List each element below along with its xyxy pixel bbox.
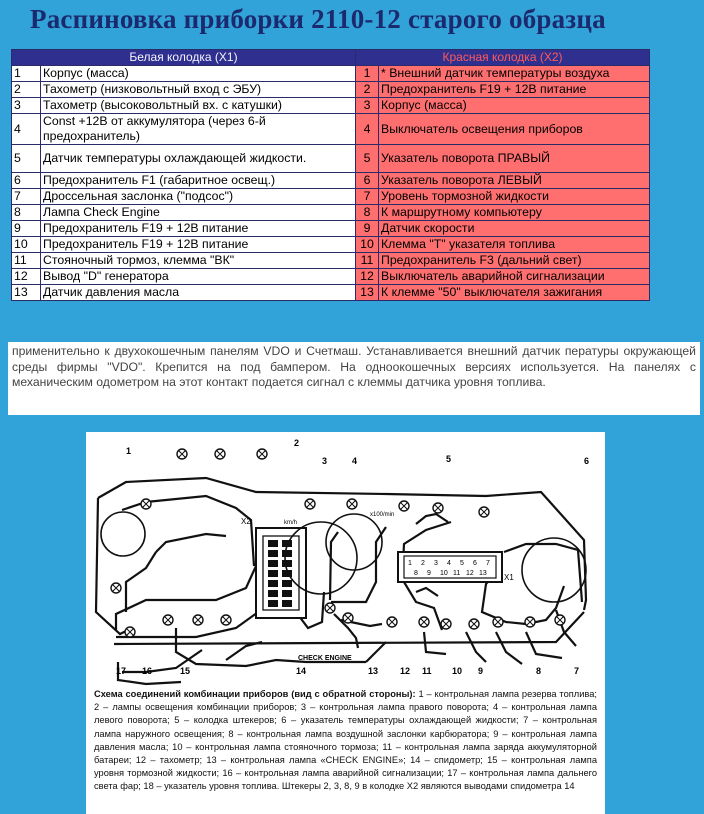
white-pin-number: 6: [12, 173, 41, 189]
white-pin-number: 10: [12, 237, 41, 253]
table-row: [12, 205, 650, 221]
x2-pin: [268, 580, 278, 587]
red-pin-number: 10: [356, 237, 379, 253]
diagram-callout: 1: [126, 446, 132, 456]
diagram-callout: 4: [352, 456, 358, 466]
red-pin-description: Уровень тормозной жидкости: [379, 189, 650, 205]
white-pin-number: 4: [12, 114, 41, 145]
table-row: [12, 66, 650, 82]
table-row: [12, 221, 650, 237]
red-pin-number: 6: [356, 173, 379, 189]
red-pin-description: Указатель поворота ЛЕВЫЙ: [379, 173, 650, 189]
diagram-callout: 7: [574, 666, 580, 676]
white-pin-number: 3: [12, 98, 41, 114]
diagram-callout: 3: [322, 456, 328, 466]
table-row: [12, 173, 650, 189]
red-pin-number: 3: [356, 98, 379, 114]
diagram-callout: 6: [584, 456, 590, 466]
red-pin-description: К маршрутному компьютеру: [379, 205, 650, 221]
table-header-row: [12, 50, 650, 66]
white-pin-description: Стояночный тормоз, клемма "ВК": [41, 253, 356, 269]
x1-pin-label: 9: [427, 570, 431, 577]
table-row: [12, 82, 650, 98]
x1-pin-label: 12: [466, 570, 474, 577]
red-pin-number: 4: [356, 114, 379, 145]
red-pin-number: 11: [356, 253, 379, 269]
diagram-callout: 11: [422, 666, 432, 676]
x1-pin-label: 4: [447, 560, 451, 567]
red-pin-number: 9: [356, 221, 379, 237]
white-pin-number: 13: [12, 285, 41, 301]
x1-pin-label: 5: [460, 560, 464, 567]
white-pin-number: 1: [12, 66, 41, 82]
white-pin-description: Const +12В от аккумулятора (через 6-й предохранитель): [41, 114, 356, 145]
x2-pin: [282, 560, 292, 567]
red-pin-description: Клемма "Т" указателя топлива: [379, 237, 650, 253]
table-row: [12, 269, 650, 285]
table-row: [12, 189, 650, 205]
white-pin-description: Предохранитель F1 (габаритное освещ.): [41, 173, 356, 189]
diagram-callout: 16: [142, 666, 153, 676]
diagram-callout: 9: [478, 666, 484, 676]
red-pin-description: Выключатель освещения приборов: [379, 114, 650, 145]
x1-pin-label: 10: [440, 570, 448, 577]
diagram-caption: [94, 688, 597, 794]
white-pin-description: Дроссельная заслонка ("подсос"): [41, 189, 356, 205]
white-pin-description: Вывод "D" генератора: [41, 269, 356, 285]
table-row: [12, 237, 650, 253]
diagram-callout: 14: [296, 666, 307, 676]
diagram-callout: 17: [116, 666, 127, 676]
x2-pin: [282, 590, 292, 597]
x2-label: X2: [241, 517, 251, 526]
x1-pin-label: 11: [453, 570, 461, 577]
red-pin-number: 13: [356, 285, 379, 301]
diagram-callout: 8: [536, 666, 542, 676]
white-pin-number: 8: [12, 205, 41, 221]
red-connector-header: Красная колодка (X2): [356, 50, 650, 66]
caption-title: Схема соединений комбинации приборов (вид с обратной стороны):: [94, 689, 416, 699]
red-pin-description: Выключатель аварийной сигнализации: [379, 269, 650, 285]
page-title: Распиновка приборки 2110-12 старого образца: [30, 4, 606, 34]
red-pin-description: * Внешний датчик температуры воздуха: [379, 66, 650, 82]
diagram-callout: 5: [446, 454, 452, 464]
red-pin-number: 1: [356, 66, 379, 82]
x2-pin: [268, 570, 278, 577]
red-pin-description: Корпус (масса): [379, 98, 650, 114]
white-pin-number: 7: [12, 189, 41, 205]
x1-pin-label: 8: [414, 570, 418, 577]
x1-pin-label: 2: [421, 560, 425, 567]
red-pin-description: Указатель поворота ПРАВЫЙ: [379, 145, 650, 173]
white-pin-description: Датчик давления масла: [41, 285, 356, 301]
x1-label: X1: [504, 573, 514, 582]
x1-pin-label: 13: [479, 570, 487, 577]
table-row: [12, 253, 650, 269]
white-pin-number: 2: [12, 82, 41, 98]
table-row: [12, 114, 650, 145]
x2-pin: [268, 590, 278, 597]
pinout-table: [11, 49, 650, 301]
x2-pin: [282, 580, 292, 587]
white-pin-description: Предохранитель F19 + 12В питание: [41, 237, 356, 253]
white-pin-description: Датчик температуры охлаждающей жидкости.: [41, 145, 356, 173]
diagram-callout: 10: [452, 666, 463, 676]
x2-connector: [256, 528, 306, 618]
x2-pin: [282, 600, 292, 607]
x1-connector: [398, 552, 502, 582]
table-row: [12, 145, 650, 173]
white-pin-number: 9: [12, 221, 41, 237]
red-pin-number: 8: [356, 205, 379, 221]
red-pin-number: 12: [356, 269, 379, 285]
white-connector-header: Белая колодка (X1): [12, 50, 356, 66]
diagram-callout: 12: [400, 666, 411, 676]
red-pin-description: К клемме "50" выключателя зажигания: [379, 285, 650, 301]
kmh-label: km/h: [284, 520, 298, 526]
red-pin-number: 5: [356, 145, 379, 173]
note-text: применительно к двухокошечным панелям VDO и Счетмаш. Устанавливается внешний датчик пературы окружающей среды фирмы "VDO". Крепится на под бампером. На одноокошечных версиях используется. На панелях с механическим одометром на этот контакт подается сигнал с клеммы датчика уровня топлива.: [8, 342, 700, 415]
temperature-gauge: [522, 538, 586, 602]
white-pin-number: 11: [12, 253, 41, 269]
white-pin-number: 12: [12, 269, 41, 285]
diagram-callout: 2: [294, 438, 300, 448]
check-engine-label: CHECK ENGINE: [298, 655, 352, 662]
x1-pin-label: 1: [408, 560, 412, 567]
x2-pin: [268, 600, 278, 607]
white-pin-description: Лампа Check Engine: [41, 205, 356, 221]
white-pin-description: Тахометр (низковольтный вход с ЭБУ): [41, 82, 356, 98]
table-row: [12, 285, 650, 301]
fuel-gauge: [101, 512, 145, 556]
x1-pin-label: 6: [473, 560, 477, 567]
x2-pin: [268, 540, 278, 547]
white-pin-description: Корпус (масса): [41, 66, 356, 82]
red-pin-description: Предохранитель F19 + 12В питание: [379, 82, 650, 98]
x2-pin: [268, 550, 278, 557]
x1-pin-label: 7: [486, 560, 490, 567]
red-pin-description: Датчик скорости: [379, 221, 650, 237]
x2-pin: [268, 560, 278, 567]
table-row: [12, 98, 650, 114]
rpm-label: x100/min: [370, 512, 395, 518]
white-pin-description: Тахометр (высоковольтный вх. с катушки): [41, 98, 356, 114]
red-pin-description: Предохранитель F3 (дальний свет): [379, 253, 650, 269]
wiring-diagram: [86, 432, 605, 814]
diagram-callout: 13: [368, 666, 379, 676]
diagram-callout: 15: [180, 666, 191, 676]
white-pin-description: Предохранитель F19 + 12В питание: [41, 221, 356, 237]
white-pin-number: 5: [12, 145, 41, 173]
x1-pin-label: 3: [434, 560, 438, 567]
red-pin-number: 7: [356, 189, 379, 205]
caption-text: 1 – контрольная лампа резерва топлива; 2 – лампы освещения комбинации приборов; 3 – контрольная лампа правого поворота; 4 – контрольная лампа левого поворота; 5 – колодка штекеров; 6 – указатель температуры охлаждающей жидкости; 7 – контрольная лампа наружного освещения; 8 – контрольная лампа воздушной заслонки карбюратора; 9 – контрольная лампа давления масла; 10 – контрольная лампа стояночного тормоза; 11 – контрольная лампа заряда аккумуляторной батареи; 12 – тахометр; 13 – контрольная лампа «CHECK ENGINE»; 14 – спидометр; 15 – контрольная лампа уровня тормозной жидкости; 16 – контрольная лампа аварийной сигнализации; 17 – контрольная лампа дальнего света фар; 18 – указатель уровня топлива. Штекеры 2, 3, 8, 9 в колодке X2 являются выводами спидометра 14: [94, 689, 597, 792]
red-pin-number: 2: [356, 82, 379, 98]
x2-pin: [282, 550, 292, 557]
